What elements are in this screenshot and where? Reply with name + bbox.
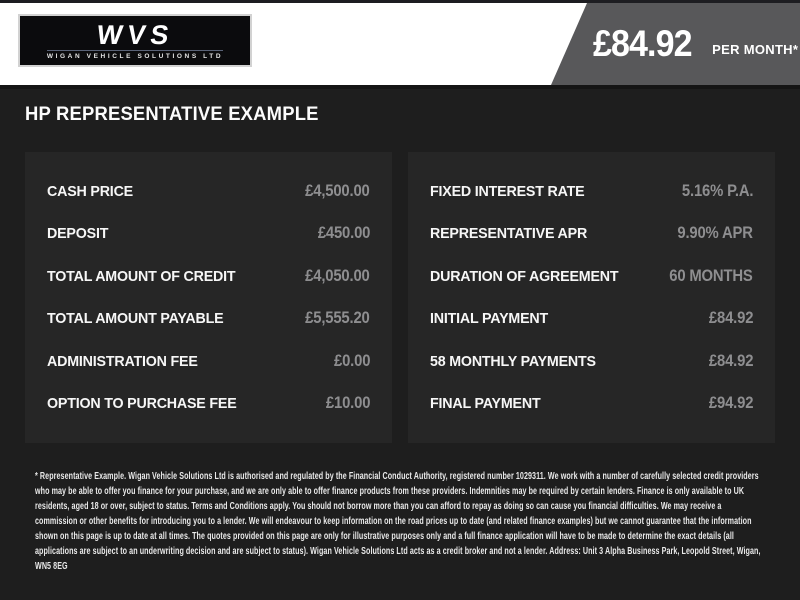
row-label: CASH PRICE — [47, 182, 133, 200]
row-value: £450.00 — [317, 224, 370, 243]
row-value: 5.16% P.A. — [681, 181, 753, 200]
legal-disclaimer: * Representative Example. Wigan Vehicle Solutions Ltd is authorised and regulated by the Financial Conduct Authority, registered number 1029311. We work with a number of carefully selected credit providers who may be able to offer you finance for your purchase, and we are only able to offer finance products from these providers. Indemnities may be required by certain lenders. Finance is only available to UK residents, aged 18 or over, subject to status. Terms and Conditions apply. You should not borrow more than you can afford to repay as doing so can cause you financial difficulties. We may receive a commission or other benefits for introducing you to a lender. We will endeavour to keep information on the road prices up to date (and related finance examples) but we cannot guarantee that the information shown on this page is up to date at all times. The quotes provided on this page are only for illustrative purposes only and a full finance application will have to be made to determine the exact details (all applications are subject to an underwriting decision and are subject to status). Wigan Vehicle Solutions Ltd acts as a credit broker and not a lender. Address: Unit 3 Alpha Business Park, Leopold Street, Wigan, WN5 8EG — [35, 471, 761, 572]
header — [0, 0, 800, 85]
logo-wordmark: WVS — [94, 19, 176, 50]
row-value: 60 MONTHS — [669, 266, 753, 285]
table-row — [47, 340, 370, 382]
row-label: DEPOSIT — [47, 225, 109, 243]
table-row — [430, 170, 753, 212]
row-label: OPTION TO PURCHASE FEE — [47, 395, 237, 413]
row-value: £10.00 — [325, 394, 370, 413]
finance-panels — [25, 152, 775, 443]
row-label: REPRESENTATIVE APR — [430, 225, 588, 243]
row-value: 9.90% APR — [677, 224, 753, 243]
row-value: £0.00 — [333, 351, 370, 370]
table-row — [430, 340, 753, 382]
table-row — [47, 213, 370, 255]
row-value: £94.92 — [708, 394, 753, 413]
row-value: £4,500.00 — [305, 181, 370, 200]
row-label: 58 MONTHLY PAYMENTS — [430, 352, 596, 370]
row-label: FINAL PAYMENT — [430, 395, 541, 413]
table-row — [430, 255, 753, 297]
row-value: £84.92 — [708, 309, 753, 328]
row-value: £5,555.20 — [305, 309, 370, 328]
table-row — [47, 383, 370, 425]
table-row — [47, 255, 370, 297]
main-section — [0, 85, 800, 600]
table-row — [430, 383, 753, 425]
table-row — [430, 298, 753, 340]
price-period-label: PER MONTH* — [712, 41, 799, 57]
row-label: TOTAL AMOUNT OF CREDIT — [47, 267, 236, 285]
row-label: ADMINISTRATION FEE — [47, 352, 198, 370]
price-banner-content — [593, 3, 798, 85]
page-title: HP REPRESENTATIVE EXAMPLE — [25, 104, 319, 125]
table-row — [47, 298, 370, 340]
row-value: £4,050.00 — [305, 266, 370, 285]
finance-panel-right — [408, 152, 775, 443]
table-row — [430, 213, 753, 255]
brand-logo — [18, 14, 252, 67]
logo-tagline: WIGAN VEHICLE SOLUTIONS LTD — [47, 50, 223, 60]
row-label: FIXED INTEREST RATE — [430, 182, 585, 200]
row-label: INITIAL PAYMENT — [430, 310, 549, 328]
row-label: DURATION OF AGREEMENT — [430, 267, 619, 285]
row-label: TOTAL AMOUNT PAYABLE — [47, 310, 224, 328]
table-row — [47, 170, 370, 212]
monthly-price: £84.92 — [593, 23, 692, 64]
finance-panel-left — [25, 152, 392, 443]
row-value: £84.92 — [708, 351, 753, 370]
